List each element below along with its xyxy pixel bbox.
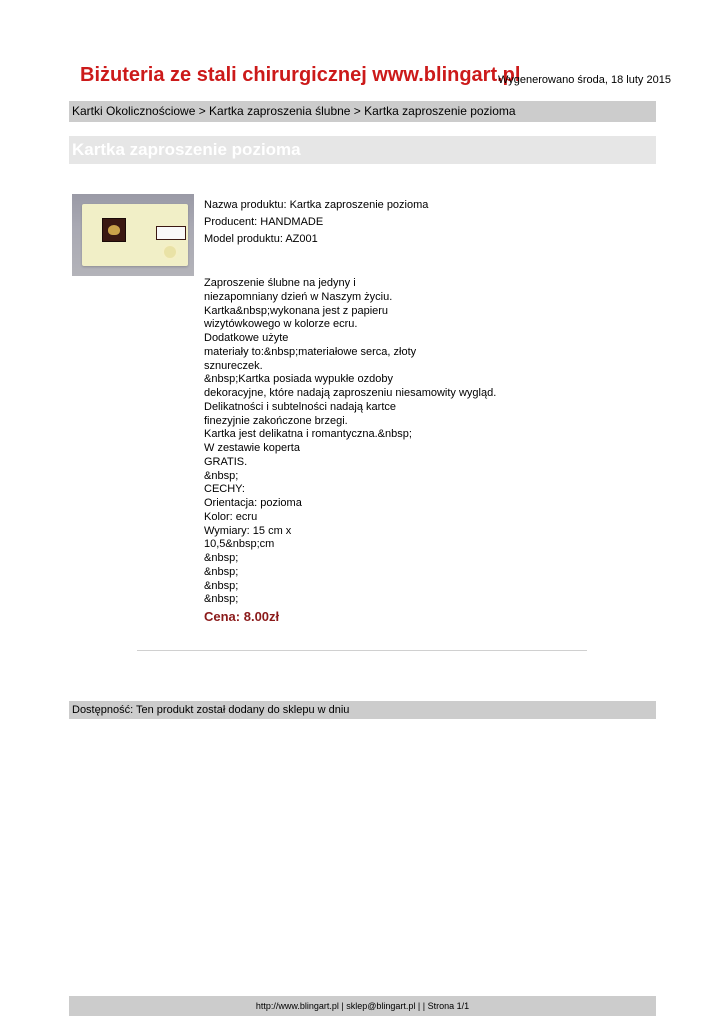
site-title: Biżuteria ze stali chirurgicznej www.blingart.pl [80, 64, 521, 86]
description-line: Zaproszenie ślubne na jedyny i [204, 277, 356, 289]
description-line: wizytówkowego w kolorze ecru. [204, 318, 358, 331]
divider [137, 650, 587, 651]
description-line: CECHY: [204, 483, 245, 496]
description-line: &nbsp;Kartka posiada wypukłe ozdoby [204, 373, 393, 386]
card-body [82, 204, 188, 266]
description-line: dekoracyjne, które nadają zaproszeniu niesamowity wygląd. [204, 387, 497, 399]
product-details [204, 197, 428, 248]
page-footer: http://www.blingart.pl | sklep@blingart.pl | | Strona 1/1 [69, 996, 656, 1016]
product-price: Cena: 8.00zł [204, 609, 280, 624]
product-model: Model produktu: AZ001 [204, 233, 318, 245]
product-producer: Producent: HANDMADE [204, 216, 324, 228]
description-line: &nbsp; [204, 565, 239, 578]
description-line: Wymiary: 15 cm x [204, 524, 292, 537]
description-line: 10,5&nbsp;cm [204, 538, 275, 551]
description-line: materiały to:&nbsp;materiałowe serca, złoty [204, 345, 417, 358]
heart-ornament [108, 225, 120, 235]
description-line: Dodatkowe użyte [204, 332, 289, 344]
availability-bar: Dostępność: Ten produkt został dodany do sklepu w dniu [69, 701, 656, 719]
product-heading: Kartka zaproszenie pozioma [69, 136, 656, 164]
description-line: Kolor: ecru [204, 510, 258, 523]
breadcrumb: Kartki Okolicznościowe > Kartka zaproszenia ślubne > Kartka zaproszenie pozioma [69, 101, 656, 122]
description-line: finezyjnie zakończone brzegi. [204, 414, 348, 427]
description-line: Delikatności i subtelności nadają kartce [204, 400, 396, 413]
description-line: W zestawie koperta [204, 442, 300, 454]
flower-ornament [164, 246, 176, 258]
generated-date: Wygenerowano środa, 18 luty 2015 [498, 74, 671, 86]
description-line: Kartka&nbsp;wykonana jest z papieru [204, 304, 389, 317]
product-name: Nazwa produktu: Kartka zaproszenie pozioma [204, 199, 429, 211]
description-line: &nbsp; [204, 593, 239, 606]
card-label [156, 226, 186, 240]
description-line: GRATIS. [204, 455, 248, 468]
description-line: &nbsp; [204, 469, 239, 482]
description-line: niezapomniany dzień w Naszym życiu. [204, 290, 393, 303]
description-line: Kartka jest delikatna i romantyczna.&nbsp; [204, 428, 412, 441]
product-image [72, 194, 194, 276]
description-line: &nbsp; [204, 552, 239, 564]
card-frame [102, 218, 126, 242]
description-line: sznureczek. [204, 359, 263, 372]
product-description [204, 277, 534, 607]
description-line: Orientacja: pozioma [204, 497, 302, 509]
description-line: &nbsp; [204, 579, 239, 592]
